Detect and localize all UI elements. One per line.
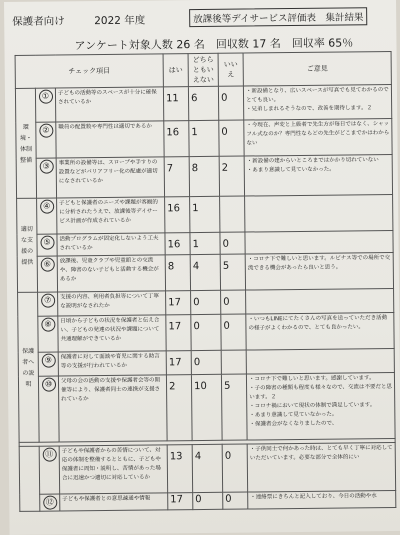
yes-count: 7: [164, 157, 189, 197]
table-row: [15, 85, 391, 123]
no-count: 0: [221, 290, 246, 314]
item-number: ③: [39, 160, 53, 174]
document-page: [4, 0, 400, 535]
opinion-text: ・今現在、声変と上級者で先生方が毎日ではなく、シャッフル式なのか？専門性ならどの先生がどこまでかはわからない: [244, 118, 392, 156]
item-number: ⑫: [43, 496, 57, 510]
opinion-text: ・新設備の建からいところまではかかり切れていない ・あまり意識して見ていなかった。: [244, 154, 392, 196]
yes-count: 16: [165, 233, 190, 255]
opinion-text: ・コロナ下で難しいと思います。ルビナス等での場所で交流できる機会があったら良いと思う。: [245, 252, 393, 290]
item-number: ⑩: [41, 378, 55, 392]
yes-count: 17: [168, 493, 193, 510]
opinion-text: [245, 230, 393, 254]
table-row: [16, 154, 392, 198]
yes-count: 17: [166, 351, 191, 375]
opinion-text: ・連絡票にきちんと記入しており、今日の活動や水: [248, 490, 396, 509]
col-opinion: ご意見: [243, 52, 391, 87]
check-item: 子どもと保護者のニーズや課題が客観的に分析されたうえで、放課後等デイサービス計画が作成されているか: [57, 197, 165, 234]
year-label: 2022 年度: [94, 14, 146, 28]
check-item: 職員の配置数や専門性は適切であるか: [56, 121, 164, 158]
category-support: 適切な支援の提供: [17, 198, 38, 292]
table-row: [17, 194, 393, 234]
document-title: 放課後等デイサービス評価表 集計結果: [189, 7, 368, 27]
item-number: ⑦: [41, 294, 55, 308]
yes-count: 2: [166, 375, 192, 441]
no-count: 2: [219, 156, 244, 196]
table-row: [19, 442, 395, 494]
col-yes: はい: [163, 54, 188, 87]
neither-count: 1: [189, 120, 219, 156]
no-count: 0: [223, 492, 248, 509]
table-row: [20, 490, 396, 511]
no-count: 5: [220, 254, 245, 290]
check-item: 子どもの活動等のスペースが十分に確保されているか: [55, 87, 163, 122]
item-number: ⑨: [41, 354, 55, 368]
check-item: 活動プログラムが固定化しないよう工夫されているか: [57, 233, 165, 256]
opinion-text: ・子供同士で何かあった時は、とても早く丁寧に対応していただいています。必要な部分で全体的にい: [247, 442, 395, 492]
neither-count: 6: [188, 86, 218, 120]
neither-count: 0: [191, 290, 221, 314]
survey-summary: アンケート対象人数 26 名 回収数 17 名 回収率 65％: [74, 36, 354, 53]
col-check-item: チェック項目: [15, 54, 163, 89]
no-count: 0: [220, 232, 245, 254]
item-number: ④: [40, 200, 54, 214]
item-number: ⑪: [42, 448, 56, 462]
opinion-text: [246, 348, 394, 374]
check-item: 子どもや保護者からの苦情について、対応の体制を整備するとともに、子どもや保護者に周知・説明し、苦情があった場合に迅速かつ適切に対応しているか: [59, 445, 168, 494]
item-number: ⑤: [40, 236, 54, 250]
evaluation-table: [15, 51, 397, 512]
no-count: 0: [222, 444, 248, 492]
opinion-text: ・コロナ下で難しいと思います。感謝しています。 ・子の障害の種類も程度も様々なので、交流は不要だと思います。２ ・コロナ禍において現状の体制で満足しています。 ・あまり意識して見ていなかった。 ・保護者会がなくなりましたので、: [246, 372, 395, 440]
opinion-text: ・新設備となり、広いスペースが写真でも見てわかるのでとても良い。 ・兄弟しまれるそうなので、改善を期待します。２: [243, 85, 391, 121]
no-count: 0: [218, 86, 243, 120]
no-count: 0: [219, 120, 244, 156]
item-number: ⑧: [41, 318, 55, 332]
check-item: 放課後、児童クラブや児童館との交流や、障害のない子どもと活動する機会があるか: [57, 255, 165, 292]
col-no: いいえ: [218, 53, 243, 86]
neither-count: 0: [191, 350, 221, 374]
neither-count: 4: [190, 254, 220, 290]
col-neither: どちらともいえない: [188, 53, 218, 86]
neither-count: 10: [191, 374, 222, 440]
table-row: [18, 372, 395, 442]
yes-count: 16: [165, 197, 190, 233]
category-blank: [19, 446, 40, 511]
no-count: 0: [221, 314, 246, 350]
category-env: 環境・体制整備: [15, 88, 36, 198]
opinion-text: ・いつもLINEにてたくさんの写真を送っていただき活動の様子がよくわかるので、とても良かったい。: [246, 312, 394, 350]
category-parent: 保護者への説明: [18, 292, 40, 442]
neither-count: 1: [190, 232, 220, 254]
neither-count: 1: [190, 196, 220, 232]
yes-count: 11: [163, 87, 188, 121]
yes-count: 8: [165, 255, 190, 291]
check-item: 日頃から子どもの状況を保護者と伝え合い、子どもの発達の状況や課題について共通理解ができているか: [58, 315, 166, 352]
no-count: [220, 196, 245, 232]
check-item: 子どもや保護者との意思疎通や情報: [60, 493, 168, 511]
table-header-row: [15, 52, 391, 89]
audience-label: 保護者向け: [12, 15, 65, 28]
item-number: ②: [39, 124, 53, 138]
item-number: ①: [38, 90, 52, 104]
yes-count: 17: [166, 315, 191, 351]
opinion-text: [245, 194, 393, 232]
neither-count: 0: [193, 492, 223, 509]
check-item: 事業所の設備等は、スロープや手すりの設置などがバリアフリー化の配慮が適切になされているか: [56, 157, 164, 198]
table-row: [17, 252, 393, 292]
yes-count: 13: [167, 445, 193, 493]
neither-count: 8: [189, 156, 219, 196]
check-item: 支援の内容、利用者負担等について丁寧な説明がなされたか: [58, 291, 166, 316]
opinion-text: [246, 288, 394, 314]
no-count: [221, 350, 246, 374]
no-count: 5: [221, 374, 247, 440]
item-number: ⑥: [40, 258, 54, 272]
check-item: 保護者に対して面談や育児に関する助言等の支援が行われているか: [58, 351, 166, 376]
table-row: [16, 118, 392, 158]
neither-count: 4: [192, 444, 223, 492]
yes-count: 16: [164, 121, 189, 157]
check-item: 父母の会の活動の支援や保護者会等の開催等により、保護者同士の連携が支援されているか: [58, 375, 167, 442]
table-row: [18, 312, 394, 352]
yes-count: 17: [166, 291, 191, 315]
neither-count: 0: [191, 314, 221, 350]
